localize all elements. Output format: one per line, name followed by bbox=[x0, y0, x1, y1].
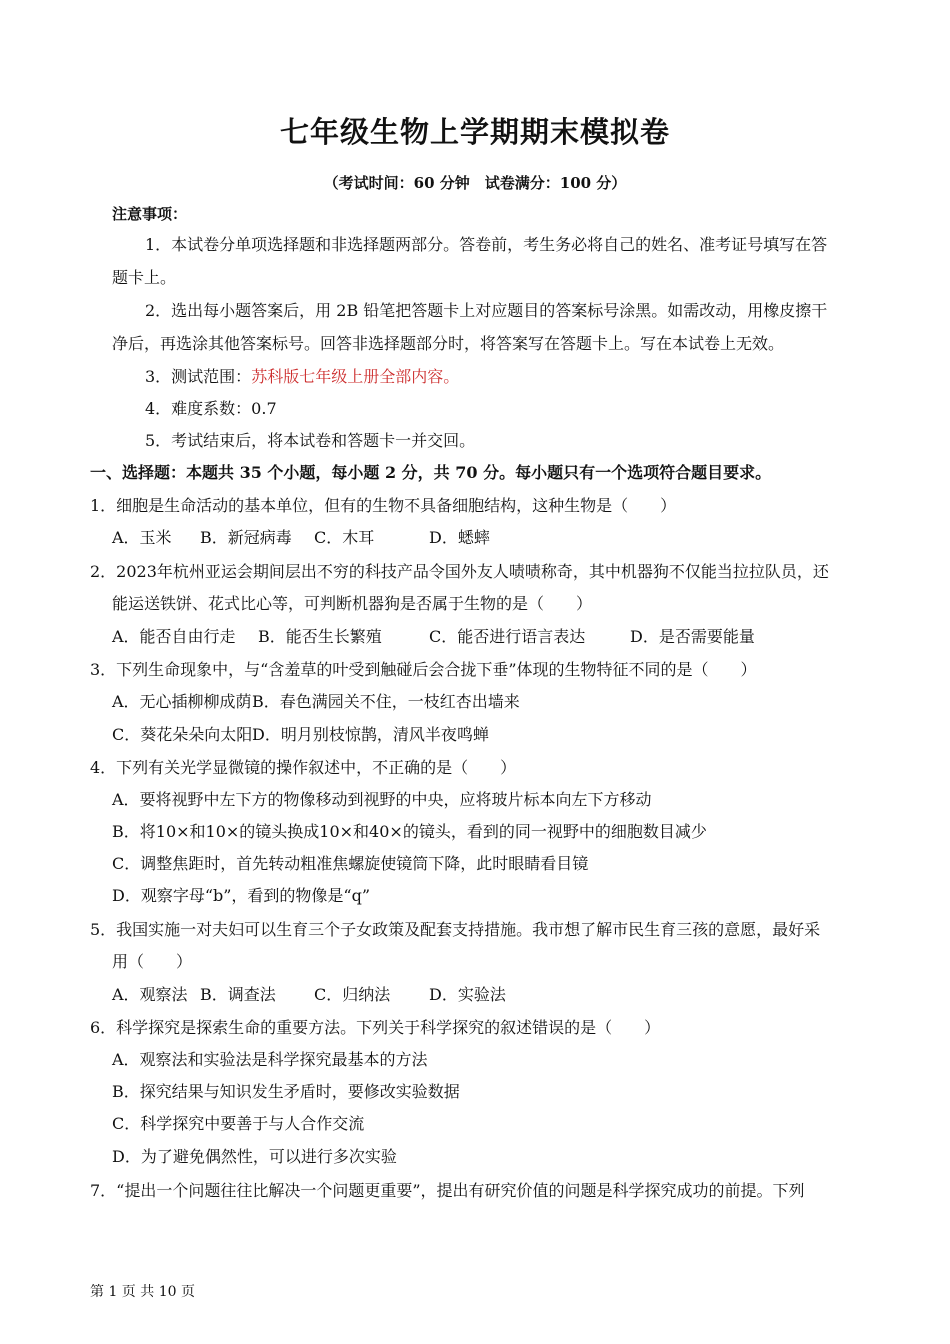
question-1-option-b: B．新冠病毒 bbox=[200, 528, 292, 547]
question-1-option-d: D．蟋蟀 bbox=[429, 528, 490, 547]
question-7-stem: 7．“提出一个问题往往比解决一个问题更重要”，提出有研究价值的问题是科学探究成功的前提。下列 bbox=[90, 1181, 805, 1200]
question-4-option-d: D．观察字母“b”，看到的物像是“q” bbox=[112, 886, 371, 905]
question-2-option-d: D．是否需要能量 bbox=[630, 627, 755, 646]
question-5-option-a: A．观察法 bbox=[112, 985, 188, 1004]
question-2-stem: 2．2023年杭州亚运会期间层出不穷的科技产品令国外友人啧啧称奇，其中机器狗不仅能当拉拉队员，还 bbox=[90, 562, 829, 581]
question-6-stem: 6．科学探究是探索生命的重要方法。下列关于科学探究的叙述错误的是（ ） bbox=[90, 1018, 661, 1037]
notice-item-5: 5．考试结束后，将本试卷和答题卡一并交回。 bbox=[145, 431, 476, 450]
question-5-option-b: B．调查法 bbox=[200, 985, 276, 1004]
question-6-option-b: B．探究结果与知识发生矛盾时，要修改实验数据 bbox=[112, 1082, 460, 1101]
notice-item-1-cont: 题卡上。 bbox=[112, 268, 177, 287]
question-4-stem: 4．下列有关光学显微镜的操作叙述中，不正确的是（ ） bbox=[90, 758, 517, 777]
notice-item-1: 1．本试卷分单项选择题和非选择题两部分。答卷前，考生务必将自己的姓名、准考证号填写在答 bbox=[145, 235, 828, 254]
question-1-option-a: A．玉米 bbox=[112, 528, 172, 547]
question-3-option-d: D．明月别枝惊鹊，清风半夜鸣蝉 bbox=[252, 725, 489, 744]
page-title: 七年级生物上学期期末模拟卷 bbox=[279, 115, 670, 149]
question-4-option-c: C．调整焦距时，首先转动粗准焦螺旋使镜筒下降，此时眼睛看目镜 bbox=[112, 854, 589, 873]
question-5-stem: 5．我国实施一对夫妇可以生育三个子女政策及配套支持措施。我市想了解市民生育三孩的意愿，最好采 bbox=[90, 920, 821, 939]
question-3-stem: 3．下列生命现象中，与“含羞草的叶受到触碰后会合拢下垂”体现的生物特征不同的是（ ） bbox=[90, 660, 757, 679]
question-2-option-b: B．能否生长繁殖 bbox=[258, 627, 382, 646]
notice-heading: 注意事项： bbox=[112, 205, 188, 223]
question-6-option-d: D．为了避免偶然性，可以进行多次实验 bbox=[112, 1147, 397, 1166]
page-number: 第 1 页 共 10 页 bbox=[90, 1284, 195, 1300]
question-1-stem: 1．细胞是生命活动的基本单位，但有的生物不具备细胞结构，这种生物是（ ） bbox=[90, 496, 677, 515]
notice-item-3 bbox=[145, 366, 459, 388]
question-3-option-b: B．春色满园关不住，一枝红杏出墙来 bbox=[252, 692, 520, 711]
question-4-option-a: A．要将视野中左下方的物像移动到视野的中央，应将玻片标本向左下方移动 bbox=[112, 790, 652, 809]
notice-item-2: 2．选出每小题答案后，用 2B 铅笔把答题卡上对应题目的答案标号涂黑。如需改动，用橡皮擦干 bbox=[145, 301, 828, 320]
question-4-option-b: B．将10×和10×的镜头换成10×和40×的镜头，看到的同一视野中的细胞数目减少 bbox=[112, 822, 707, 841]
question-2-option-a: A．能否自由行走 bbox=[112, 627, 236, 646]
question-5-stem-cont: 用（ ） bbox=[112, 952, 193, 971]
question-2-stem-cont: 能运送铁饼、花式比心等，可判断机器狗是否属于生物的是（ ） bbox=[112, 594, 593, 613]
question-5-option-d: D．实验法 bbox=[429, 985, 506, 1004]
question-3-option-c: C．葵花朵朵向太阳 bbox=[112, 725, 253, 744]
question-2-option-c: C．能否进行语言表达 bbox=[429, 627, 586, 646]
question-1-option-c: C．木耳 bbox=[314, 528, 375, 547]
test-scope: 苏科版七年级上册全部内容。 bbox=[251, 367, 460, 386]
notice-item-3-label: 3．测试范围： bbox=[145, 367, 252, 386]
section-heading: 一、选择题：本题共 35 个小题，每小题 2 分，共 70 分。每小题只有一个选项符合题目要求。 bbox=[90, 463, 772, 482]
question-5-option-c: C．归纳法 bbox=[314, 985, 391, 1004]
question-3-option-a: A．无心插柳柳成荫 bbox=[112, 692, 252, 711]
question-6-option-a: A．观察法和实验法是科学探究最基本的方法 bbox=[112, 1050, 428, 1069]
exam-info: （考试时间：60 分钟 试卷满分：100 分） bbox=[323, 174, 627, 192]
question-6-option-c: C．科学探究中要善于与人合作交流 bbox=[112, 1114, 365, 1133]
notice-item-2-cont: 净后，再选涂其他答案标号。回答非选择题部分时，将答案写在答题卡上。写在本试卷上无效。 bbox=[112, 334, 785, 353]
notice-item-4: 4．难度系数：0.7 bbox=[145, 399, 277, 418]
